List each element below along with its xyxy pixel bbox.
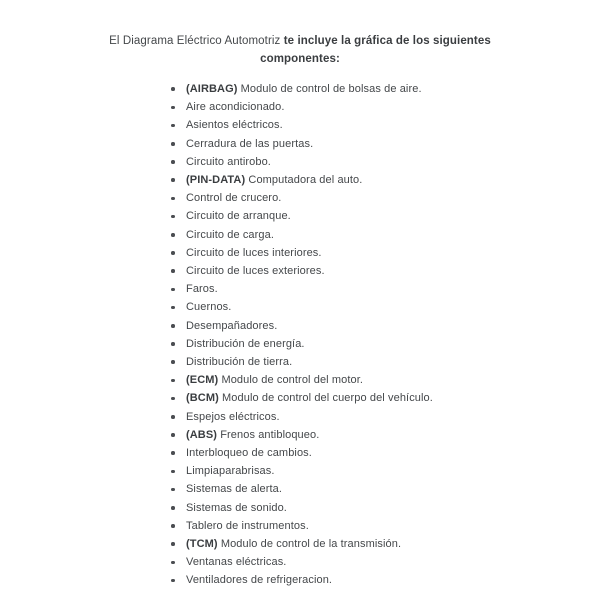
component-label: Tablero de instrumentos. <box>186 519 309 532</box>
component-label: Circuito de carga. <box>186 228 275 241</box>
list-item <box>186 98 600 116</box>
component-code: (PIN-DATA) <box>186 174 246 187</box>
component-label: Distribución de energía. <box>186 337 305 350</box>
component-label: Control de crucero. <box>186 192 282 205</box>
list-item <box>186 335 600 353</box>
list-item <box>186 426 600 444</box>
list-item <box>186 207 600 225</box>
component-label: Aire acondicionado. <box>186 101 285 114</box>
list-item <box>186 371 600 389</box>
list-item <box>186 571 600 589</box>
list-item <box>186 135 600 153</box>
list-item <box>186 535 600 553</box>
list-item <box>186 153 600 171</box>
list-item <box>186 171 600 189</box>
list-item <box>186 408 600 426</box>
component-label: Asientos eléctricos. <box>186 119 283 132</box>
list-item <box>186 280 600 298</box>
component-label: Sistemas de alerta. <box>186 483 283 496</box>
component-label: Cerradura de las puertas. <box>186 137 314 150</box>
component-code: (ABS) <box>186 428 218 441</box>
page-title-bold-line1: te incluye la gráfica de los siguientes <box>283 35 491 47</box>
list-item <box>186 189 600 207</box>
list-item <box>186 462 600 480</box>
list-item <box>186 353 600 371</box>
page-title-regular: El Diagrama Eléctrico Automotriz <box>109 35 281 47</box>
list-item <box>186 553 600 571</box>
component-label: Modulo de control de bolsas de aire. <box>240 83 422 95</box>
page-title <box>0 33 600 68</box>
component-label: Espejos eléctricos. <box>186 410 280 423</box>
component-label: Ventiladores de refrigeracion. <box>186 574 333 587</box>
component-label: Circuito de arranque. <box>186 210 291 223</box>
page-title-bold-line2: componentes: <box>260 52 340 65</box>
component-code: (ECM) <box>186 374 219 387</box>
component-label: Modulo de control de la transmisión. <box>220 538 402 551</box>
component-label: Circuito antirobo. <box>186 155 271 168</box>
component-label: Desempañadores. <box>186 319 278 332</box>
component-label: Circuito de luces interiores. <box>186 246 322 259</box>
list-item <box>186 517 600 535</box>
component-label: Distribución de tierra. <box>186 356 293 369</box>
list-item <box>186 244 600 262</box>
component-label: Modulo de control del cuerpo del vehículo. <box>222 392 433 405</box>
list-item <box>186 389 600 407</box>
component-label: Circuito de luces exteriores. <box>186 265 325 278</box>
list-item <box>186 499 600 517</box>
list-item <box>186 116 600 134</box>
list-item <box>186 480 600 498</box>
component-label: Modulo de control del motor. <box>221 374 364 387</box>
list-item <box>186 317 600 335</box>
component-label: Interbloqueo de cambios. <box>186 447 312 460</box>
component-code: (AIRBAG) <box>186 83 238 95</box>
component-code: (BCM) <box>186 392 219 405</box>
component-label: Limpiaparabrisas. <box>186 465 275 478</box>
list-item <box>186 298 600 316</box>
component-label: Ventanas eléctricas. <box>186 556 287 569</box>
list-item <box>186 444 600 462</box>
component-code: (TCM) <box>186 538 218 551</box>
component-label: Sistemas de sonido. <box>186 501 287 514</box>
list-item <box>186 262 600 280</box>
component-label: Frenos antibloqueo. <box>220 428 320 441</box>
list-item <box>186 80 600 98</box>
component-label: Cuernos. <box>186 301 232 314</box>
components-list <box>0 80 600 590</box>
component-label: Faros. <box>186 283 218 296</box>
component-label: Computadora del auto. <box>248 174 363 187</box>
list-item <box>186 226 600 244</box>
